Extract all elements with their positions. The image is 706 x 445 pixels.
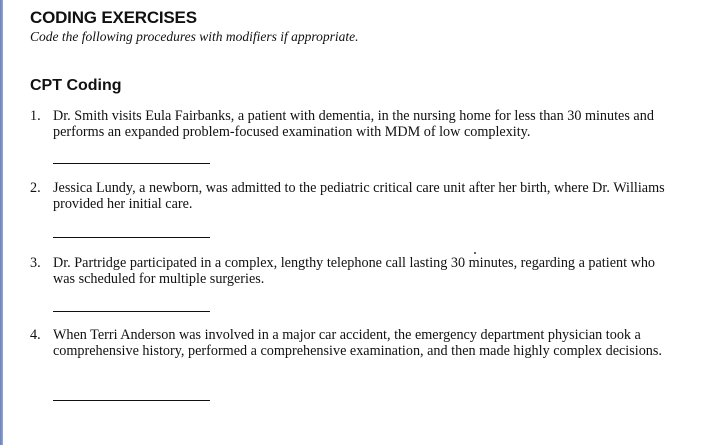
exercise-text: Dr. Smith visits Eula Fairbanks, a patient with dementia, in the nursing home for less than 30 minutes and performs an expanded problem-focused examination with MDM of low complexity. [53,108,654,140]
answer-blank-line[interactable] [53,237,210,238]
answer-blank-line[interactable] [53,311,210,312]
page-title: CODING EXERCISES [30,8,197,27]
answer-blank-line[interactable] [53,400,210,401]
instructions-text: Code the following procedures with modifiers if appropriate. [30,29,359,44]
exercise-text: When Terri Anderson was involved in a major car accident, the emergency department physician took a comprehensive history, performed a comprehensive examination, and then made highly complex decisions. [53,327,662,359]
section-title: CPT Coding [30,77,122,94]
exercise-text: Jessica Lundy, a newborn, was admitted to the pediatric critical care unit after her birth, where Dr. Williams provided her initial care. [53,180,665,212]
page-left-edge [0,0,3,445]
exercise-number: 2. [30,180,41,196]
answer-blank-line[interactable] [53,163,210,164]
exercise-number: 4. [30,327,41,343]
exercise-text: Dr. Partridge participated in a complex, lengthy telephone call lasting 30 minutes, regarding a patient who was scheduled for multiple surgeries. [53,255,656,287]
scan-speck [474,252,476,254]
exercise-number: 3. [30,255,41,271]
exercise-number: 1. [30,108,41,124]
